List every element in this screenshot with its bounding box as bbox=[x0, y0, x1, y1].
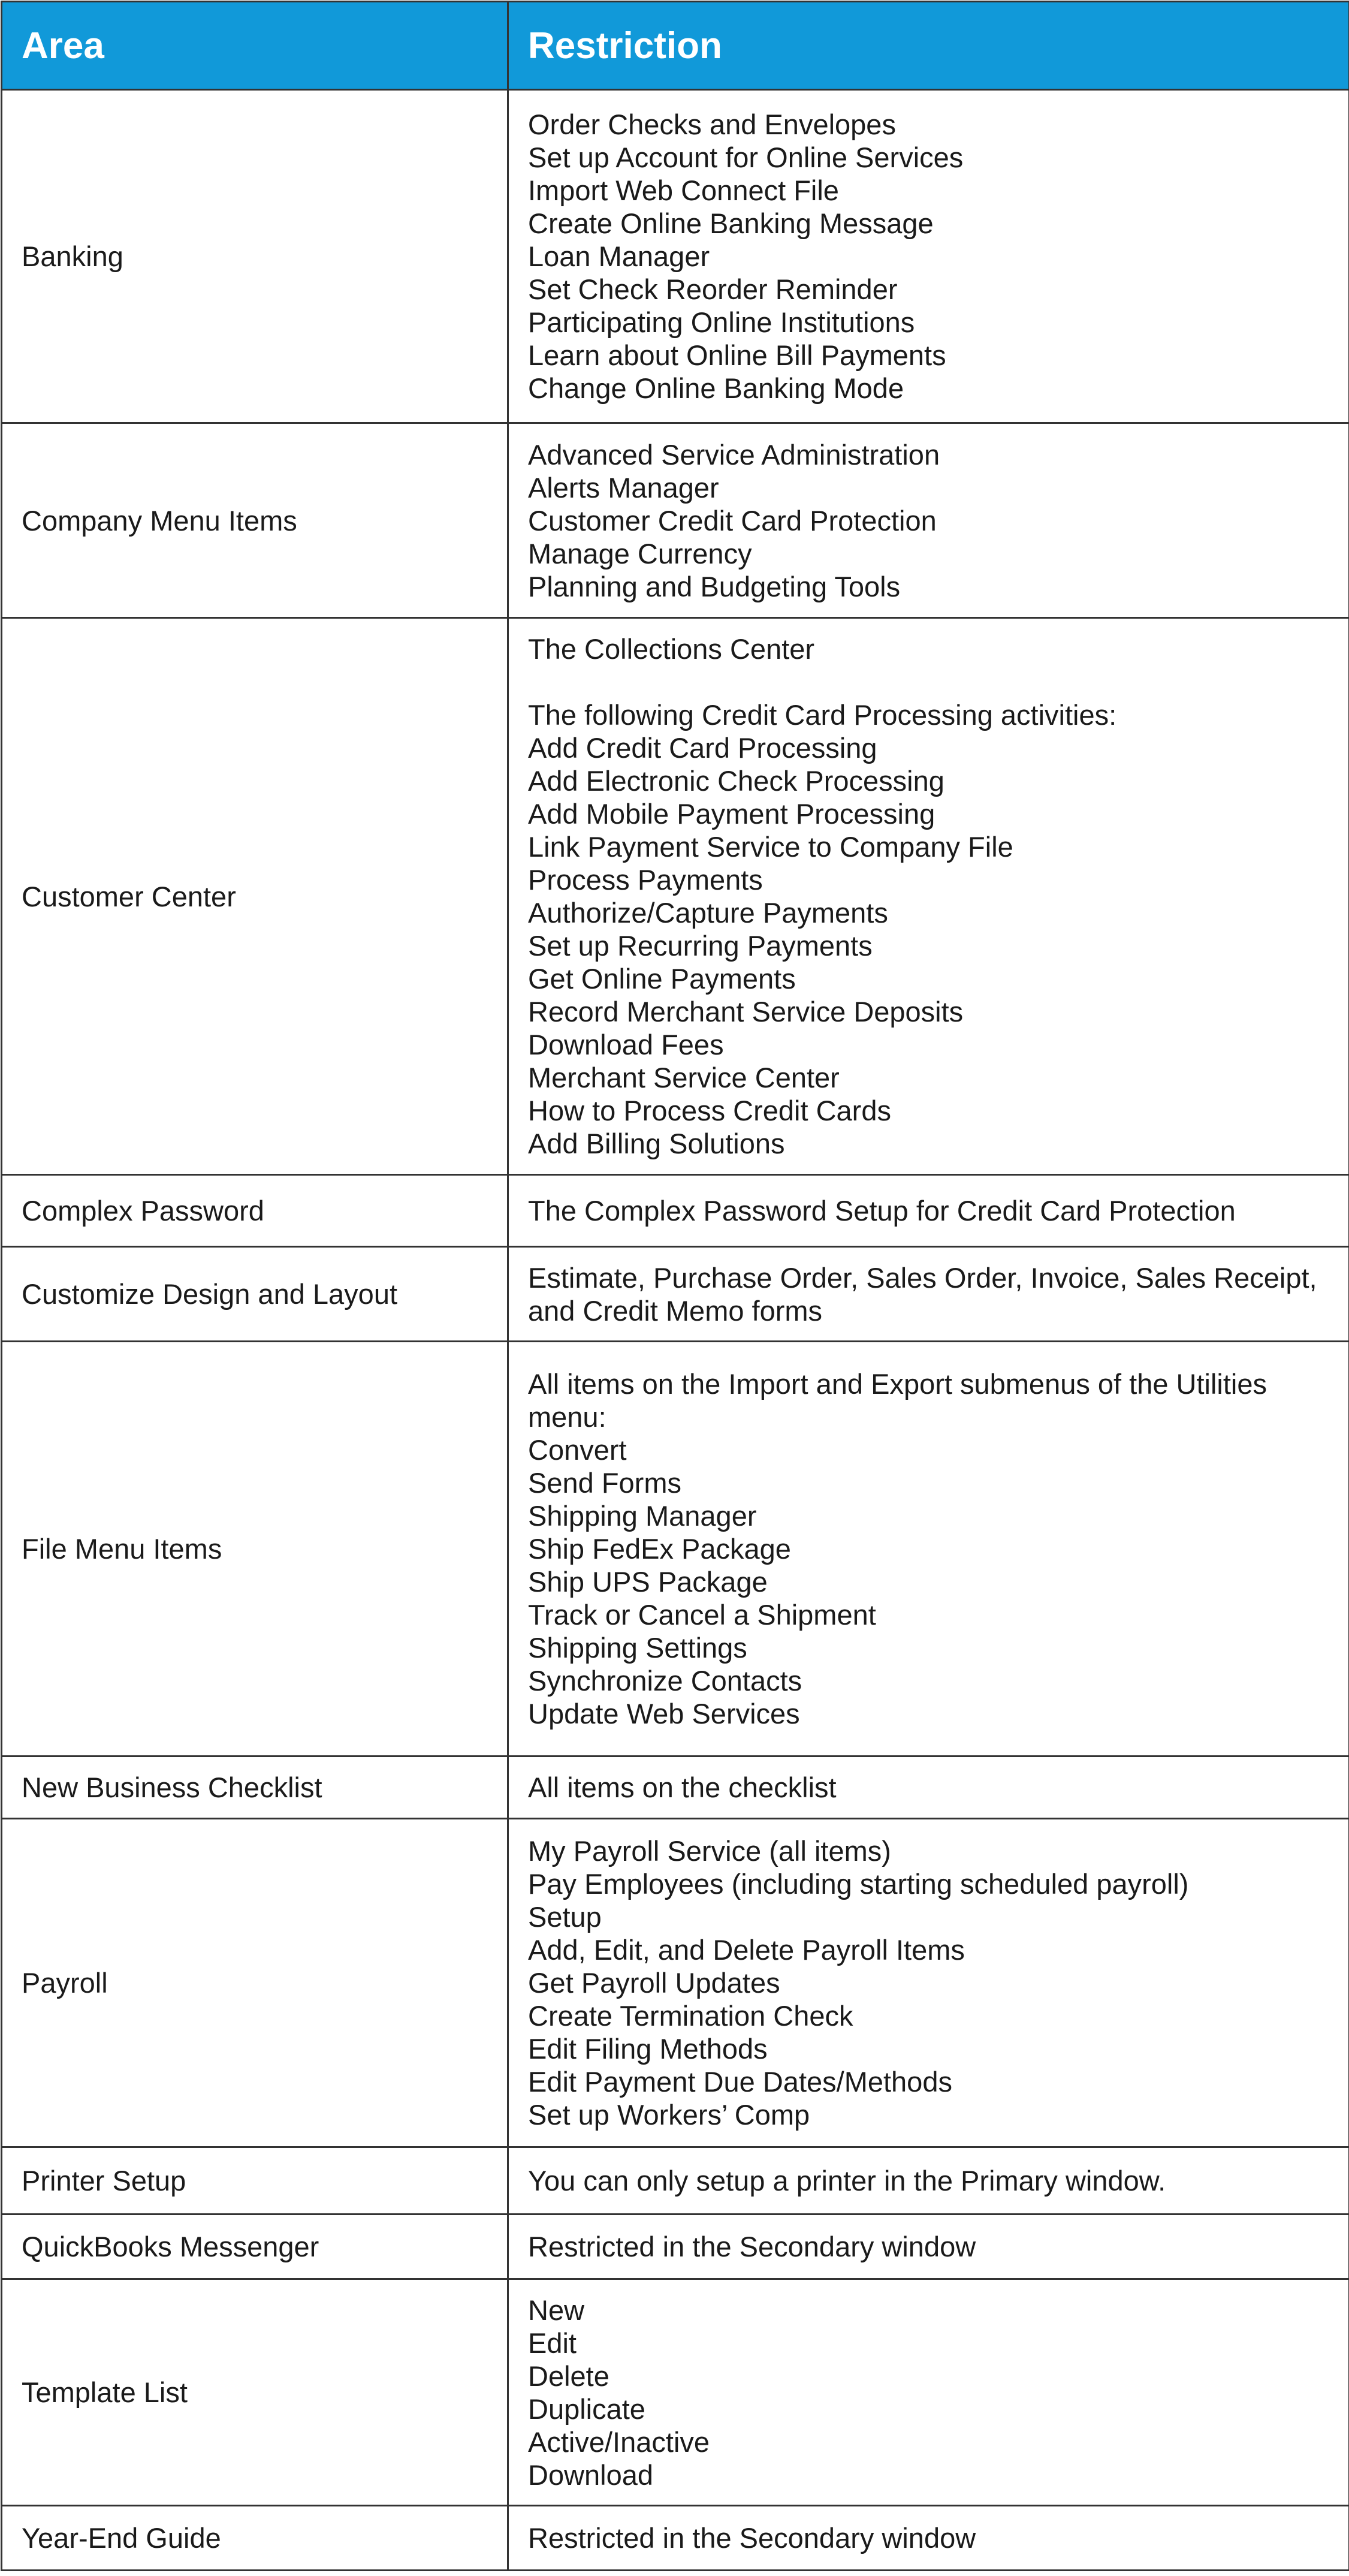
restriction-item: Import Web Connect File bbox=[528, 174, 839, 206]
restriction-item: Setup bbox=[528, 1901, 602, 1933]
restriction-cell bbox=[508, 1342, 1349, 1756]
restriction-cell bbox=[508, 1756, 1349, 1819]
restriction-item: Set up Recurring Payments bbox=[528, 930, 873, 962]
restriction-item: How to Process Credit Cards bbox=[528, 1095, 891, 1126]
table-row bbox=[2, 2506, 1349, 2571]
restriction-item: Add Credit Card Processing bbox=[528, 732, 877, 764]
restriction-item: The following Credit Card Processing activities: bbox=[528, 699, 1117, 731]
area-cell: Printer Setup bbox=[2, 2147, 508, 2215]
restriction-item: Shipping Manager bbox=[528, 1500, 757, 1532]
restriction-item: Track or Cancel a Shipment bbox=[528, 1599, 876, 1631]
restriction-cell bbox=[508, 2279, 1349, 2506]
restriction-item: Set Check Reorder Reminder bbox=[528, 273, 898, 305]
restriction-item: Restricted in the Secondary window bbox=[528, 2522, 976, 2554]
restriction-cell bbox=[508, 90, 1349, 423]
area-cell: Banking bbox=[2, 90, 508, 423]
restriction-item: Alerts Manager bbox=[528, 471, 719, 504]
restriction-item: Participating Online Institutions bbox=[528, 306, 915, 338]
restriction-item: Create Online Banking Message bbox=[528, 207, 934, 239]
restriction-item: Customer Credit Card Protection bbox=[528, 504, 937, 537]
restriction-item: Manage Currency bbox=[528, 537, 752, 570]
restriction-item: Ship UPS Package bbox=[528, 1566, 768, 1598]
restriction-item: You can only setup a printer in the Primary window. bbox=[528, 2165, 1166, 2197]
restriction-item: The Collections Center bbox=[528, 633, 815, 665]
restriction-cell bbox=[508, 1819, 1349, 2147]
restriction-item: Send Forms bbox=[528, 1467, 681, 1499]
table-row bbox=[2, 90, 1349, 423]
table-row bbox=[2, 1819, 1349, 2147]
area-cell: Year-End Guide bbox=[2, 2506, 508, 2571]
restriction-item: Record Merchant Service Deposits bbox=[528, 996, 964, 1028]
restriction-item: All items on the Import and Export submenus of the Utilities menu: bbox=[528, 1368, 1267, 1433]
restriction-item: Add Billing Solutions bbox=[528, 1128, 785, 1159]
area-cell: File Menu Items bbox=[2, 1342, 508, 1756]
restriction-cell bbox=[508, 2215, 1349, 2279]
area-cell: New Business Checklist bbox=[2, 1756, 508, 1819]
restriction-item: Loan Manager bbox=[528, 240, 710, 272]
restriction-item: Add Electronic Check Processing bbox=[528, 765, 944, 797]
restriction-item: Process Payments bbox=[528, 864, 763, 896]
restriction-item: Update Web Services bbox=[528, 1698, 800, 1730]
restriction-item: Download bbox=[528, 2459, 654, 2491]
restriction-item: Synchronize Contacts bbox=[528, 1665, 802, 1697]
restriction-item: Planning and Budgeting Tools bbox=[528, 570, 901, 602]
restriction-cell bbox=[508, 1175, 1349, 1247]
restriction-item: Convert bbox=[528, 1434, 627, 1466]
restriction-item: Set up Account for Online Services bbox=[528, 141, 964, 173]
area-cell: Payroll bbox=[2, 1819, 508, 2147]
restriction-item: Advanced Service Administration bbox=[528, 438, 940, 471]
restriction-item: Edit bbox=[528, 2327, 577, 2359]
restriction-item: Delete bbox=[528, 2360, 609, 2392]
table-row bbox=[2, 1756, 1349, 1819]
restriction-item: Get Online Payments bbox=[528, 963, 796, 995]
area-cell: Complex Password bbox=[2, 1175, 508, 1247]
restriction-item: Duplicate bbox=[528, 2393, 645, 2425]
restriction-item: Restricted in the Secondary window bbox=[528, 2231, 976, 2262]
area-cell: QuickBooks Messenger bbox=[2, 2215, 508, 2279]
restriction-item: Link Payment Service to Company File bbox=[528, 831, 1013, 863]
restrictions-table bbox=[1, 1, 1349, 2571]
header-restriction: Restriction bbox=[508, 2, 1349, 90]
table-row bbox=[2, 2215, 1349, 2279]
restriction-item: Edit Payment Due Dates/Methods bbox=[528, 2066, 952, 2098]
restriction-item: Change Online Banking Mode bbox=[528, 372, 904, 404]
restriction-item: Shipping Settings bbox=[528, 1632, 747, 1664]
restriction-cell bbox=[508, 2506, 1349, 2571]
restriction-item: Pay Employees (including starting scheduled payroll) bbox=[528, 1868, 1189, 1900]
header-row bbox=[2, 2, 1349, 90]
restriction-item: Active/Inactive bbox=[528, 2426, 710, 2458]
restriction-cell bbox=[508, 423, 1349, 618]
table-row bbox=[2, 2147, 1349, 2215]
restriction-item: Download Fees bbox=[528, 1029, 724, 1060]
restriction-cell bbox=[508, 1247, 1349, 1342]
header-area: Area bbox=[2, 2, 508, 90]
restriction-cell bbox=[508, 618, 1349, 1175]
restriction-item: The Complex Password Setup for Credit Card Protection bbox=[528, 1195, 1236, 1227]
restriction-cell bbox=[508, 2147, 1349, 2215]
restriction-item: Edit Filing Methods bbox=[528, 2033, 768, 2065]
area-cell: Company Menu Items bbox=[2, 423, 508, 618]
restriction-item: Set up Workers’ Comp bbox=[528, 2099, 810, 2131]
restriction-item: Get Payroll Updates bbox=[528, 1967, 780, 1999]
restriction-item: Merchant Service Center bbox=[528, 1062, 840, 1093]
restriction-item: My Payroll Service (all items) bbox=[528, 1835, 891, 1867]
table-row bbox=[2, 423, 1349, 618]
blank-line bbox=[528, 665, 1330, 698]
restriction-item: Add, Edit, and Delete Payroll Items bbox=[528, 1934, 965, 1966]
restriction-item: Ship FedEx Package bbox=[528, 1533, 791, 1565]
restriction-item: Learn about Online Bill Payments bbox=[528, 339, 946, 371]
table-row bbox=[2, 2279, 1349, 2506]
restriction-item: Order Checks and Envelopes bbox=[528, 109, 896, 140]
restriction-item: Create Termination Check bbox=[528, 2000, 853, 2032]
restriction-item: New bbox=[528, 2294, 585, 2326]
table-row bbox=[2, 1247, 1349, 1342]
table-row bbox=[2, 1175, 1349, 1247]
table-row bbox=[2, 618, 1349, 1175]
restriction-item: Add Mobile Payment Processing bbox=[528, 798, 935, 830]
table-body bbox=[2, 90, 1349, 2571]
table-row bbox=[2, 1342, 1349, 1756]
restriction-item: All items on the checklist bbox=[528, 1771, 837, 1803]
area-cell: Customize Design and Layout bbox=[2, 1247, 508, 1342]
restriction-item: Authorize/Capture Payments bbox=[528, 897, 888, 929]
area-cell: Customer Center bbox=[2, 618, 508, 1175]
restriction-item: Estimate, Purchase Order, Sales Order, Invoice, Sales Receipt, and Credit Memo forms bbox=[528, 1261, 1317, 1327]
area-cell: Template List bbox=[2, 2279, 508, 2506]
